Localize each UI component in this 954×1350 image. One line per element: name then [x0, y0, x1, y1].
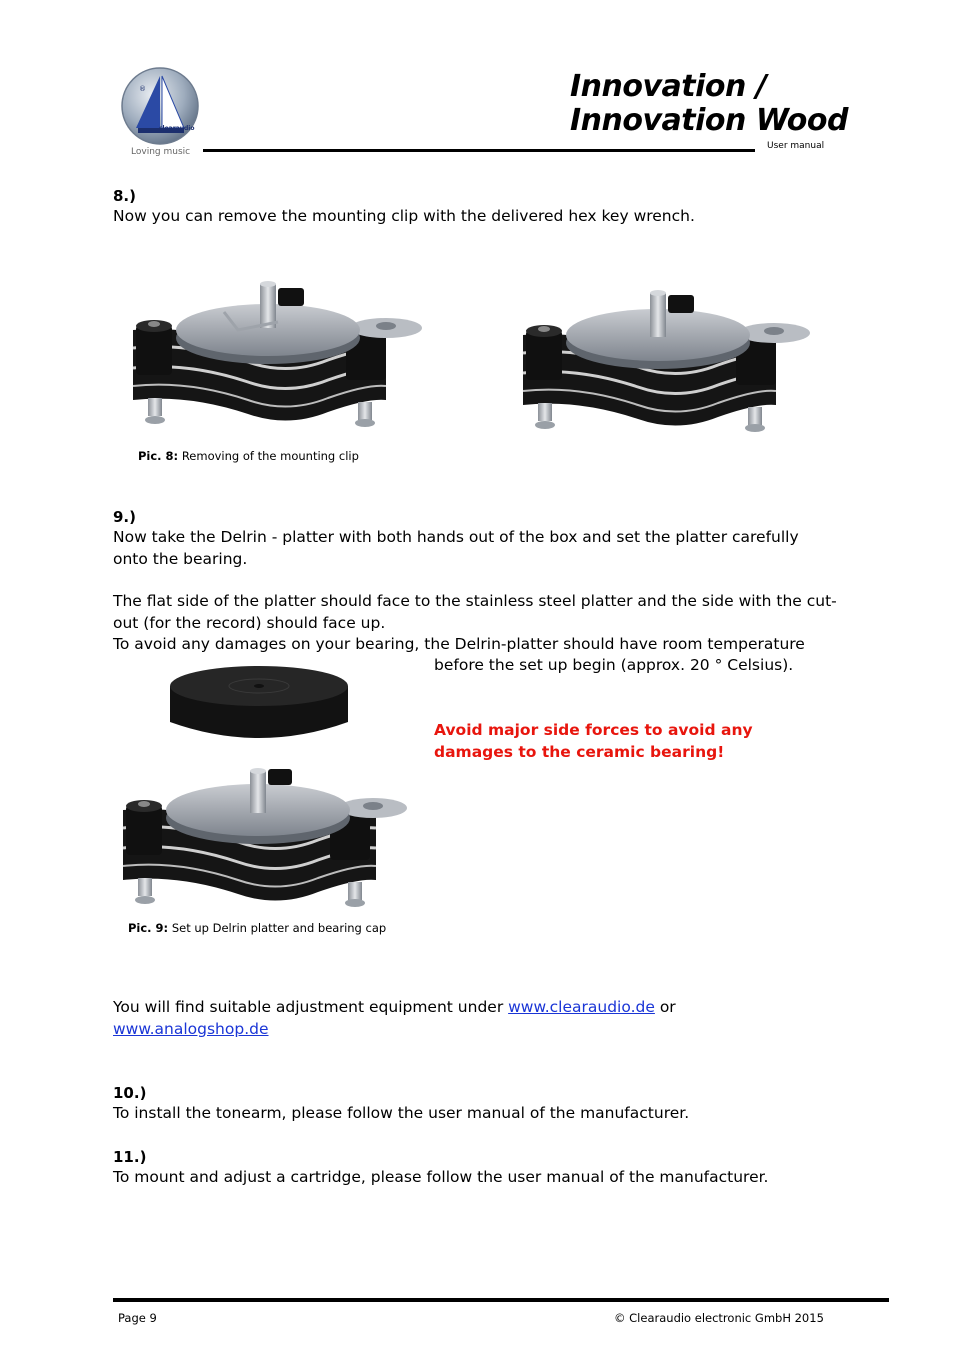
svg-text:clearaudio: clearaudio	[159, 125, 195, 132]
equipment-paragraph	[113, 997, 873, 1040]
step-11-number: 11.)	[113, 1148, 147, 1166]
pic-8-caption	[138, 449, 359, 463]
step-8-number: 8.)	[113, 187, 136, 205]
step-9-para-2	[113, 591, 837, 634]
title-line-1: Innovation /	[570, 69, 767, 104]
turntable-with-bearing-cap-image	[118, 765, 413, 920]
footer-rule	[113, 1298, 889, 1302]
step-9-number: 9.)	[113, 508, 136, 526]
pic-8-caption-text: Removing of the mounting clip	[178, 449, 359, 463]
pic-9-caption-text: Set up Delrin platter and bearing cap	[168, 921, 387, 935]
pic-9-caption-label: Pic. 9:	[128, 921, 169, 935]
warning-line-2: damages to the ceramic bearing!	[434, 743, 725, 761]
step-9-para-2-line-2: out (for the record) should face up.	[113, 613, 386, 632]
header-rule	[203, 149, 755, 152]
step-8-text: Now you can remove the mounting clip with the delivered hex key wrench.	[113, 207, 695, 225]
warning-line-1: Avoid major side forces to avoid any	[434, 721, 753, 739]
pic-9-caption	[128, 921, 386, 935]
equipment-text: You will find suitable adjustment equipment under	[113, 998, 509, 1016]
step-9-para-1-line-1: Now take the Delrin - platter with both hands out of the box and set the platter carefully	[113, 528, 799, 546]
page-title	[570, 70, 848, 138]
clearaudio-logo	[118, 66, 202, 150]
step-9-para-3-line-2: before the set up begin (approx. 20 ° Celsius).	[434, 656, 794, 674]
svg-text:®: ®	[139, 85, 146, 93]
step-11-text: To mount and adjust a cartridge, please follow the user manual of the manufacturer.	[113, 1168, 769, 1186]
delrin-platter-image	[168, 664, 350, 750]
logo-caption: Loving music	[131, 147, 191, 157]
page-number: Page 9	[118, 1311, 157, 1325]
ceramic-bearing-warning	[434, 719, 753, 763]
step-10-text: To install the tonearm, please follow the user manual of the manufacturer.	[113, 1104, 690, 1122]
analogshop-link[interactable]: www.analogshop.de	[113, 1019, 269, 1038]
copyright-notice: © Clearaudio electronic GmbH 2015	[614, 1311, 824, 1325]
clearaudio-link[interactable]: www.clearaudio.de	[508, 998, 655, 1016]
title-line-2: Innovation Wood	[570, 103, 848, 138]
step-10-number: 10.)	[113, 1084, 147, 1102]
turntable-without-clip-image	[518, 285, 813, 445]
equipment-or-text: or	[654, 998, 676, 1016]
header-subtitle: User manual	[767, 141, 825, 151]
step-9-para-3-line-1: To avoid any damages on your bearing, the Delrin-platter should have room temperature	[113, 635, 805, 653]
step-9-para-2-line-1: The flat side of the platter should face to the stainless steel platter and the side with the cut-	[113, 592, 837, 610]
turntable-with-clip-image	[128, 270, 428, 440]
step-9-para-1-line-2: onto the bearing.	[113, 549, 248, 568]
pic-8-caption-label: Pic. 8:	[138, 449, 179, 463]
step-9-para-1	[113, 527, 799, 570]
